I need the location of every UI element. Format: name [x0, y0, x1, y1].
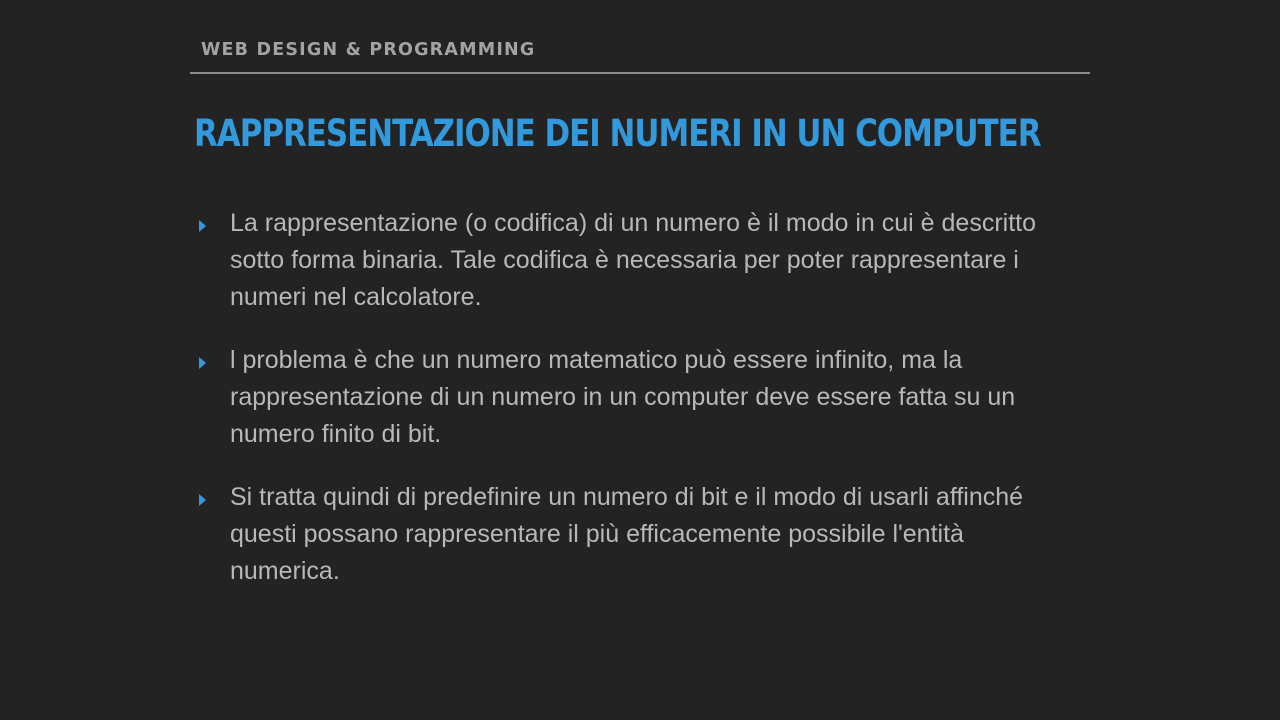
bullet-item	[195, 342, 1075, 453]
header-label: WEB DESIGN & PROGRAMMING	[201, 40, 536, 60]
bullet-item	[195, 479, 1075, 590]
bullet-list	[195, 205, 1075, 616]
bullet-text: La rappresentazione (o codifica) di un numero è il modo in cui è descritto sotto forma binaria. Tale codifica è necessaria per poter rappresentare i numeri nel calcolatore.	[230, 209, 1036, 311]
bullet-text: Si tratta quindi di predefinire un numero di bit e il modo di usarli affinché questi possano rappresentare il più efficacemente possibile l'entità numerica.	[230, 483, 1024, 585]
triangle-right-icon	[199, 357, 206, 369]
slide-title: RAPPRESENTAZIONE DEI NUMERI IN UN COMPUTER	[194, 112, 1041, 155]
bullet-item	[195, 205, 1075, 316]
triangle-right-icon	[199, 220, 206, 232]
header-divider	[190, 72, 1090, 74]
triangle-right-icon	[199, 494, 206, 506]
bullet-text: l problema è che un numero matematico può essere infinito, ma la rappresentazione di un numero in un computer deve essere fatta su un numero finito di bit.	[230, 346, 1016, 448]
